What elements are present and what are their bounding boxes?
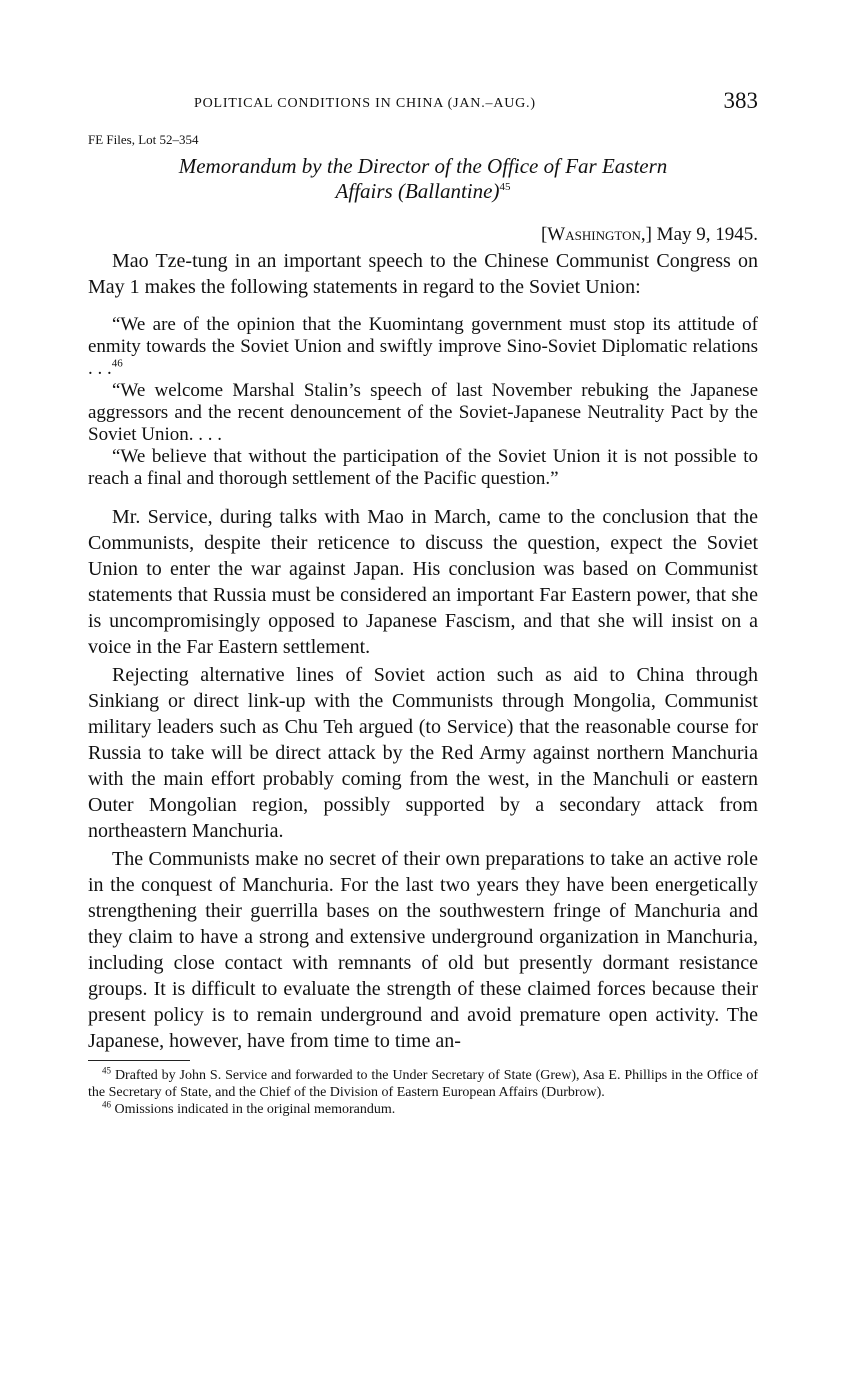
dateline-date: May 9, 1945. — [656, 224, 758, 245]
quotation-2: “We welcome Marshal Stalin’s speech of last November rebuking the Japanese aggressors and the recent denouncement of the Soviet-Japanese Neutrality Pact by the Soviet Union. . . . — [88, 380, 758, 445]
file-reference: FE Files, Lot 52–354 — [88, 132, 199, 147]
footnote-45-mark: 45 — [102, 1065, 111, 1076]
running-header — [88, 86, 758, 120]
quotation-3: “We believe that without the participation of the Soviet Union it is not possible to reach a final and thorough settlement of the Pacific question.” — [88, 446, 758, 489]
footnote-reference-45: 45 — [499, 181, 511, 193]
intro-paragraph: Mao Tze-tung in an important speech to the Chinese Communist Congress on May 1 makes the following statements in regard to the Soviet Union: — [88, 250, 758, 298]
footnote-45-text: Drafted by John S. Service and forwarded to the Under Secretary of State (Grew), Asa E. Phillips in the Office of the Secretary of State, and the Chief of the Division of Eastern European Affairs (Durbrow). — [88, 1068, 759, 1100]
document-page — [88, 86, 758, 1118]
running-title: POLITICAL CONDITIONS IN CHINA (JAN.–AUG.) — [194, 96, 536, 111]
document-title-line-1: Memorandum by the Director of the Office of Far Eastern — [178, 154, 668, 178]
dateline — [88, 224, 758, 246]
document-title-line-2-text: Affairs (Ballantine) — [335, 179, 500, 203]
footnote-divider — [88, 1060, 190, 1061]
body-paragraph-communist-preparations: The Communists make no secret of their own preparations to take an active role in the conquest of Manchuria. For the last two years they have been energetically strengthening their guerrilla bases on the southwestern fringe of Manchuria and they claim to have a strong and extensive underground organization in Manchuria, including close contact with remnants of old but presently dormant resistance groups. It is difficult to evaluate the strength of these claimed forces because their present policy is to remain underground and avoid premature open activity. The Japanese, however, have from time to time an- — [88, 848, 758, 1052]
body-paragraph-soviet-action: Rejecting alternative lines of Soviet action such as aid to China through Sinkiang or direct link-up with the Communists through Mongolia, Communist military leaders such as Chu Teh argued (to Service) that the reasonable course for Russia to take will be direct attack by the Red Army against northern Manchuria with the main effort probably coming from the west, in the Manchuli or eastern Outer Mongolian region, possibly supported by a secondary attack from northeastern Manchuria. — [88, 664, 758, 842]
footnote-reference-46: 46 — [111, 357, 123, 370]
footnote-45 — [88, 1067, 758, 1101]
quotation-block — [88, 314, 758, 490]
page-number: 383 — [723, 88, 758, 113]
body-paragraph-service-conclusion: Mr. Service, during talks with Mao in March, came to the conclusion that the Communists, despite their reticence to discuss the question, expect the Soviet Union to enter the war against Japan. His conclusion was based on Communist statements that Russia must be considered an important Far Eastern power, that she is uncompromisingly opposed to Japanese Fascism, and that she will insist on a voice in the Far Eastern settlement. — [88, 506, 758, 658]
dateline-place: [Washington,] — [540, 224, 652, 245]
footnote-46-mark: 46 — [102, 1099, 111, 1110]
quotation-1 — [88, 314, 758, 380]
footnote-46-text: Omissions indicated in the original memorandum. — [114, 1102, 396, 1117]
document-title-line-2 — [128, 179, 718, 204]
footnote-46 — [88, 1101, 758, 1118]
quotation-1-text: “We are of the opinion that the Kuomintang government must stop its attitude of enmity towards the Soviet Union and swiftly improve Sino-Soviet Diplomatic relations . . . — [88, 314, 758, 379]
document-title — [88, 154, 758, 204]
